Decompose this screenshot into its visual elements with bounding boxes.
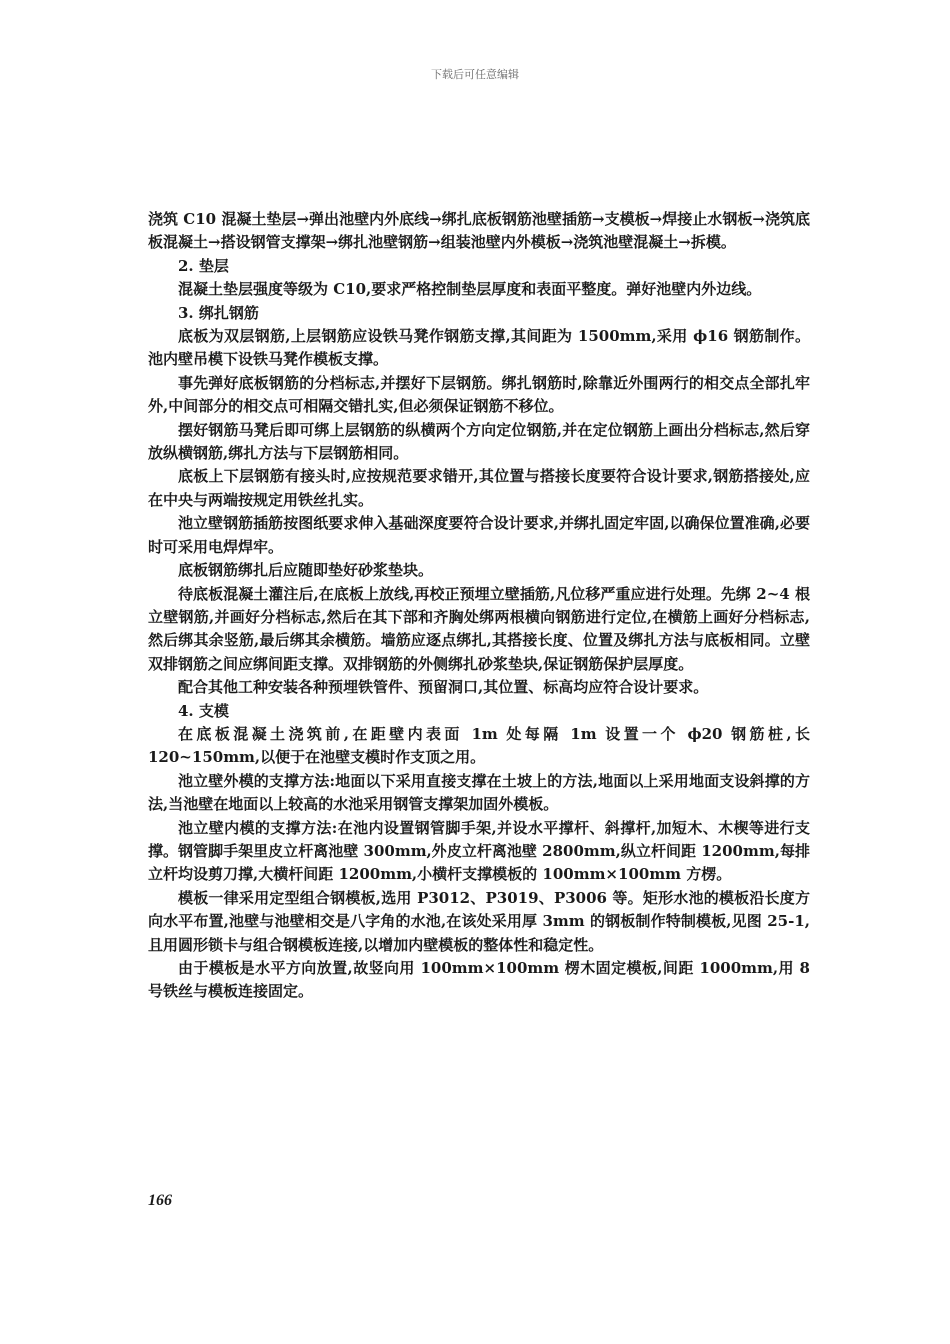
section-heading-cushion: 2. 垫层 xyxy=(178,256,229,275)
paragraph: 底板为双层钢筋,上层钢筋应设铁马凳作钢筋支撑,其间距为 1500mm,采用 ϕ16 钢筋制作。池内壁吊模下设铁马凳作模板支撑。 xyxy=(148,327,810,369)
paragraph: 池立壁外模的支撑方法:地面以下采用直接支撑在土坡上的方法,地面以上采用地面支设斜撑的方法,当池壁在地面以上较高的水池采用钢管支撑架加固外模板。 xyxy=(148,771,810,814)
paragraph: 池立壁内模的支撑方法:在池内设置钢管脚手架,并设水平撑杆、斜撑杆,加短木、木楔等进行支撑。钢管脚手架里皮立杆离池壁 300mm,外皮立杆离池壁 2800mm,纵立杆间距 1200mm,每排立杆均设剪刀撑,大横杆间距 1200mm,小横杆支撑模板的 100mm×100mm 方楞。 xyxy=(148,818,810,884)
paragraph-process-flow: 浇筑 C10 混凝土垫层→弹出池壁内外底线→绑扎底板钢筋池壁插筋→支模板→焊接止水钢板→浇筑底板混凝土→搭设钢管支撑架→绑扎池壁钢筋→组装池壁内外模板→浇筑池壁混凝土→拆模。 xyxy=(148,210,810,252)
paragraph: 摆好钢筋马凳后即可绑上层钢筋的纵横两个方向定位钢筋,并在定位钢筋上画出分档标志,然后穿放纵横钢筋,绑扎方法与下层钢筋相同。 xyxy=(148,420,810,463)
paragraph: 底板钢筋绑扎后应随即垫好砂浆垫块。 xyxy=(178,561,434,580)
paragraph: 由于模板是水平方向放置,故竖向用 100mm×100mm 楞木固定模板,间距 1000mm,用 8 号铁丝与模板连接固定。 xyxy=(148,959,810,1001)
paragraph: 配合其他工种安装各种预埋铁管件、预留洞口,其位置、标高均应符合设计要求。 xyxy=(178,678,709,697)
page-body xyxy=(148,208,810,1004)
paragraph: 事先弹好底板钢筋的分档标志,并摆好下层钢筋。绑扎钢筋时,除靠近外围两行的相交点全部扎牢外,中间部分的相交点可相隔交错扎实,但必须保证钢筋不移位。 xyxy=(148,373,810,416)
section-heading-formwork: 4. 支模 xyxy=(178,701,229,720)
page-number: 166 xyxy=(148,1192,172,1209)
paragraph: 模板一律采用定型组合钢模板,选用 P3012、P3019、P3006 等。矩形水池的模板沿长度方向水平布置,池壁与池壁相交是八字角的水池,在该处采用厚 3mm 的钢板制作特制模板,见图 25-1,且用圆形锁卡与组合钢模板连接,以增加内壁模板的整体性和稳定性。 xyxy=(148,888,810,954)
paragraph: 混凝土垫层强度等级为 C10,要求严格控制垫层厚度和表面平整度。弹好池壁内外边线。 xyxy=(178,280,762,299)
paragraph: 底板上下层钢筋有接头时,应按规范要求错开,其位置与搭接长度要符合设计要求,钢筋搭接处,应在中央与两端按规定用铁丝扎实。 xyxy=(148,467,810,509)
section-heading-rebar: 3. 绑扎钢筋 xyxy=(178,303,259,322)
paragraph: 在底板混凝土浇筑前,在距壁内表面 1m 处每隔 1m 设置一个 ϕ20 钢筋桩,长 120~150mm,以便于在池壁支模时作支顶之用。 xyxy=(148,724,810,767)
paragraph: 待底板混凝土灌注后,在底板上放线,再校正预埋立壁插筋,凡位移严重应进行处理。先绑 2~4 根立壁钢筋,并画好分档标志,然后在其下部和齐胸处绑两根横向钢筋进行定位,在横筋上画好分档标志,然后绑其余竖筋,最后绑其余横筋。墙筋应逐点绑扎,其搭接长度、位置及绑扎方法与底板相同。立壁双排钢筋之间应绑间距支撑。双排钢筋的外侧绑扎砂浆垫块,保证钢筋保护层厚度。 xyxy=(148,584,810,673)
paragraph: 池立壁钢筋插筋按图纸要求伸入基础深度要符合设计要求,并绑扎固定牢固,以确保位置准确,必要时可采用电焊焊牢。 xyxy=(148,514,810,556)
page-header-note: 下载后可任意编辑 xyxy=(431,68,519,81)
